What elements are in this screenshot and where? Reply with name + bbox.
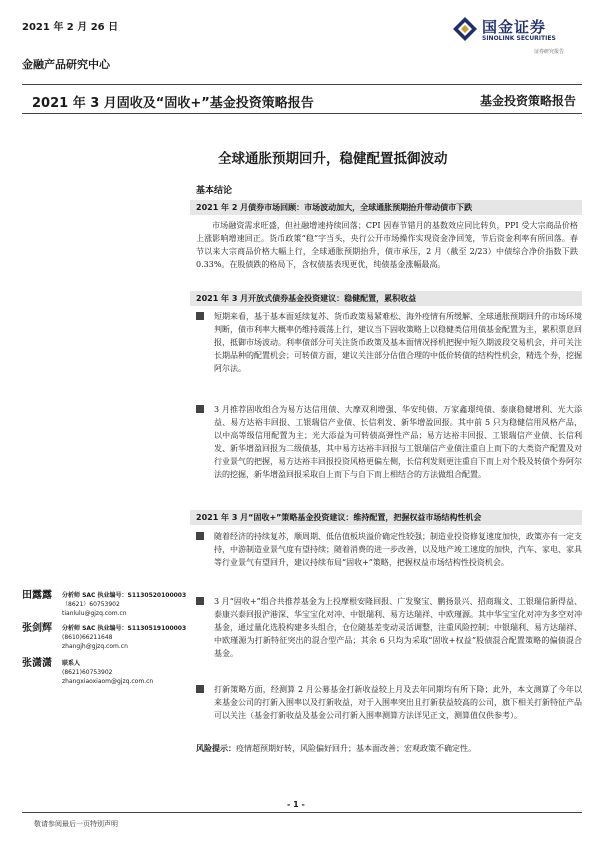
report-title: 2021 年 3 月固收及“固收+”基金投资策略报告 [32,96,314,111]
bullet-text: 打新策略方面，经测算 2 月公募基金打新收益较上月及去年同期均有所下降；此外，本文测算了今年以来基金公司的打新入围率以及打新收益，对于入围率突出且打新获益较高的公司，旗下相关打新特征产品可以关注（基金打新收益及基金公司打新入围率测算方法详见正文，测算值仅供参考）。 [214,685,582,721]
analyst-cert: 联系人 [62,660,81,667]
analyst-name: 张潇潇 [22,658,52,669]
analyst-email[interactable]: zhangxiaoxiaom@gjzq.com.cn [62,678,154,685]
risk-warning [196,743,476,754]
bullet-square-icon [196,312,204,320]
risk-label: 风险提示： [196,743,236,753]
logo-subtitle: 证券研究报告 [534,49,565,55]
headline: 全球通胀预期回升，稳健配置抵御波动 [218,151,448,167]
logo-english-name: SINOLINK SECURITIES [482,35,556,42]
bullet-text: 随着经济的持续复苏，顺周期、低估值板块溢价确定性较强；制造业投资修复速度加快，政策亦有一定支持，中游制造业景气度有望持续；随着消费的进一步改善，以及地产竣工速度的加快，汽车、家电、家具等行业景气有望回升，建议持续布局“固收+”策略，把握权益市场结构性投资机会。 [214,532,582,568]
market-review-text: 市场融资需求旺盛，但社融增速持续回落；CPI 因春节错月的基数效应同比转负，PPI 受大宗商品价格上涨影响增速回正。货币政策“稳”字当头，央行公开市场操作实现资金净回笼，节后资金利率有所回落。春节以来大宗商品价格大幅上行，全球通胀预期抬升，债市承压，2 月（截至 2/23）中债综合净价指数下跌 0.33%。在股债跌的格局下，含权债基表现更优，纯债基金涨幅最高。 [196,221,578,270]
footer-divider [22,812,582,813]
ipo-strategy-bullet [196,683,582,722]
analyst-cert: 分析师 SAC 执业编号：S1130520100003 [62,592,187,599]
bullet-square-icon [196,405,204,413]
open-fund-bullet-1 [196,310,582,375]
market-review-bar: 2021 年 2 月债券市场回顾：市场波动加大，全球通胀预期抬升带动债市下跌 [190,200,582,215]
department-name: 金融产品研究中心 [22,58,110,71]
logo-mark-icon [452,16,478,42]
title-bar [22,84,582,114]
report-date: 2021 年 2 月 26 日 [22,22,119,33]
analyst-email[interactable]: tianlulu@gjzq.com.cn [62,610,127,617]
bullet-text: 3 月“固收+”组合共推荐基金为上投摩根安隆回报、广发聚宝、鹏扬景兴、招商瑞文、工银瑞信新得益、泰康兴泰回报沪港深、华宝宝化对冲、中银瑞利、易方达瑞祥、中欧瑾源。其中华宝宝化对冲为多空对冲基金，通过量化选股构建多头组合，仓位随基差变动灵活调整，注重风险控制；中银瑞利、易方达瑞祥、中欧瑾源为打新特征突出的混合型产品；其余 6 只均为采取“固收+权益”股债混合配置策略的偏债混合基金。 [214,597,582,659]
open-fund-bullet-2 [196,403,582,482]
analyst-phone: （8621）60753902 [62,601,120,608]
logo-chinese-name: 国金证券 [482,18,547,36]
risk-text: 疫情超预期好转，风险偏好回升；基本面改善；宏观政策不确定性。 [236,744,476,753]
section-title: 基本结论 [196,186,233,196]
analyst-cert: 分析师 SAC 执业编号：S1130519100003 [62,625,187,632]
company-logo [452,14,582,60]
plus-fund-bullet-2 [196,595,582,660]
analyst-phone: (8610)66211648 [62,634,113,641]
analyst-name: 张剑辉 [22,623,52,634]
bullet-text: 短期来看，基于基本面延续复苏、货币政策易紧难松、海外疫情有所缓解、全球通胀预期回升的市场环境判断，债市利率大概率仍维持震荡上行，建议当下固收策略上以稳健类信用债基金配置为主，累积票息回报，抵御市场波动。利率债部分可关注货币政策及基本面情况择机把握中短久期波段交易机会，并可关注长期品种的配置机会；可转债方面，建议关注部分估值合理的中低价转债的结构性机会，精选个券，挖掘阿尔法。 [214,312,582,374]
open-fund-bar: 2021 年 3 月开放式债券基金投资建议：稳健配置，累积收益 [190,291,582,306]
plus-fund-bullet-1 [196,530,582,569]
plus-fund-bar: 2021 年 3 月“固收+”策略基金投资建议：维持配置，把握权益市场结构性机会 [190,510,582,525]
bullet-square-icon [196,532,204,540]
footer-disclaimer: 敬请参阅最后一页特别声明 [34,820,118,828]
analyst-phone: (8621)60753902 [62,669,113,676]
bullet-square-icon [196,597,204,605]
page-number: - 1 - [287,800,305,809]
analyst-email[interactable]: zhangjh@gjzq.com.cn [62,643,128,650]
report-type: 基金投资策略报告 [479,94,576,108]
bullet-square-icon [196,685,204,693]
analyst-name: 田露露 [22,590,52,601]
bullet-text: 3 月推荐固收组合为易方达信用债、大摩双利增强、华安纯债、万家鑫璟纯债、泰康稳健增利、光大添益、易方达裕丰回报、工银瑞信产业债、长信利发、新华增盈回报。其中前 5 只为稳健信用风格产品，以中高等级信用配置为主；光大添益为可转债高弹性产品；易方达裕丰回报、工银瑞信产业债、长信利发、新华增盈回报为二级债基，其中易方达裕丰回报与工银瑞信产业债注重自上而下的大类资产配置及对行业景气的把握，易方达裕丰回报投资风格更偏左侧，长信利发则更注重自下而上对个股及转债个券阿尔法的挖掘，新华增盈回报采取自上而下与自下而上相结合的方法做组合配置。 [214,405,582,480]
